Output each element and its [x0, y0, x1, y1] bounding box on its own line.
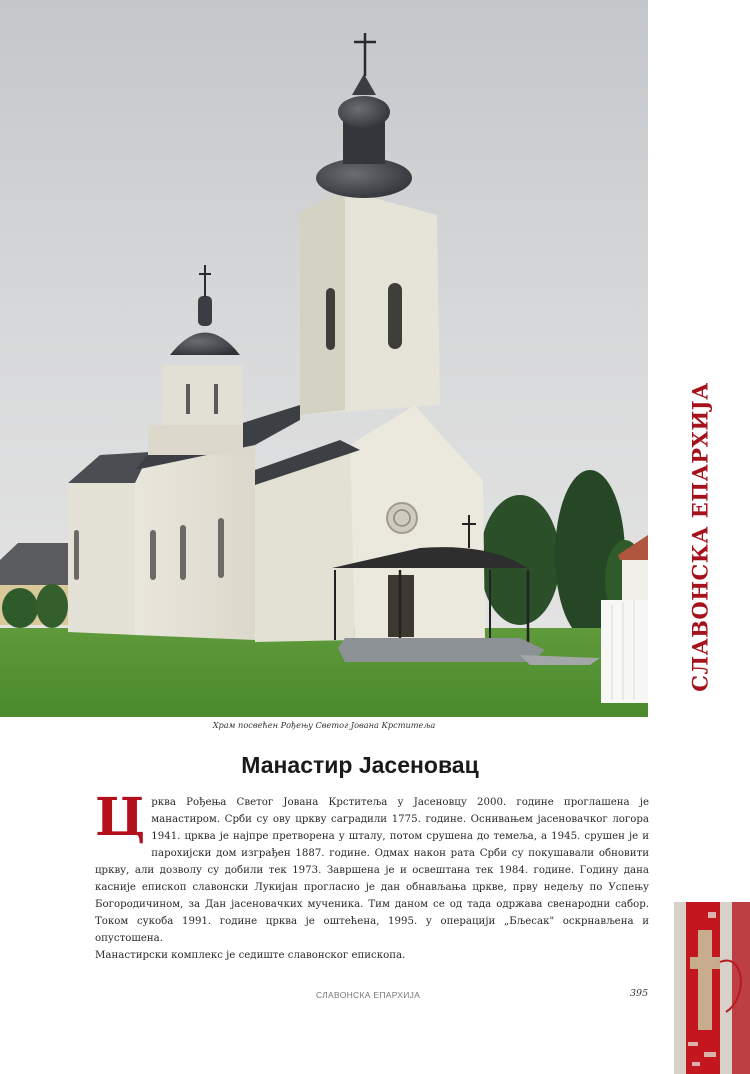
- page-number: 395: [630, 988, 649, 999]
- article-paragraph: Манастирски комплекс је седиште славонског епископа.: [95, 950, 406, 961]
- window: [74, 530, 79, 580]
- window: [218, 518, 224, 578]
- fresco-cross-illustration: [674, 902, 750, 1074]
- rose-window: [387, 503, 417, 533]
- drum-base: [148, 425, 243, 455]
- tower-cupola: [338, 96, 390, 128]
- running-footer-section: СЛАВОНСКА ЕПАРХИЈА: [316, 990, 421, 1000]
- photo-caption: Храм посвећен Рођењу Светог Јована Крститеља: [212, 720, 436, 730]
- small-cupola: [198, 296, 212, 326]
- window: [150, 530, 156, 580]
- steps: [338, 638, 545, 662]
- tower-window: [388, 283, 402, 349]
- drum: [163, 365, 243, 425]
- article-paragraph: рква Рођења Светог Јована Крститеља у Јасеновцу 2000. године проглашена је манастиром. Срби су ову цркву саградили 1775. године. Оснивањем јасеновачког логора 1941. црква је најпре претворена у шталу, потом срушена до темеља, а 1945. срушен је и парохијски дом изграђен 1887. године. Одмах након рата Срби су покушавали обновити цркву, али дозволу су добили тек 1973. Завршена је и освештана тек 1984. године. Годину дана касније епископ славонски Лукијан прогласио је дан обнављања цркве, прву недељу по Успењу Богородичином, за Дан јасеновачких мученика. Тим даном се од тада одржава свенародни сабор. Током сукоба 1991. године црква је оштећена, 1995. у операцији „Бљесак" оскрнављена и опустошена.: [95, 797, 649, 944]
- window: [186, 384, 190, 414]
- fresco-thumbnail: [674, 902, 750, 1074]
- tree: [36, 584, 68, 628]
- cross-icon-vertical: [698, 930, 712, 1030]
- drop-cap: Ц: [95, 787, 146, 848]
- window: [180, 525, 186, 580]
- article-body: [95, 787, 649, 964]
- tower-window: [326, 288, 335, 350]
- lawn: [0, 628, 648, 717]
- window: [214, 384, 218, 414]
- bell-tower-side: [300, 190, 345, 415]
- article-title: Манастир Јасеновац: [241, 752, 479, 778]
- side-section-title-text: СЛАВОНСКА ЕПАРХИЈА: [687, 382, 713, 692]
- house-wall: [622, 560, 648, 600]
- white-fence: [601, 600, 648, 703]
- tree: [2, 588, 38, 628]
